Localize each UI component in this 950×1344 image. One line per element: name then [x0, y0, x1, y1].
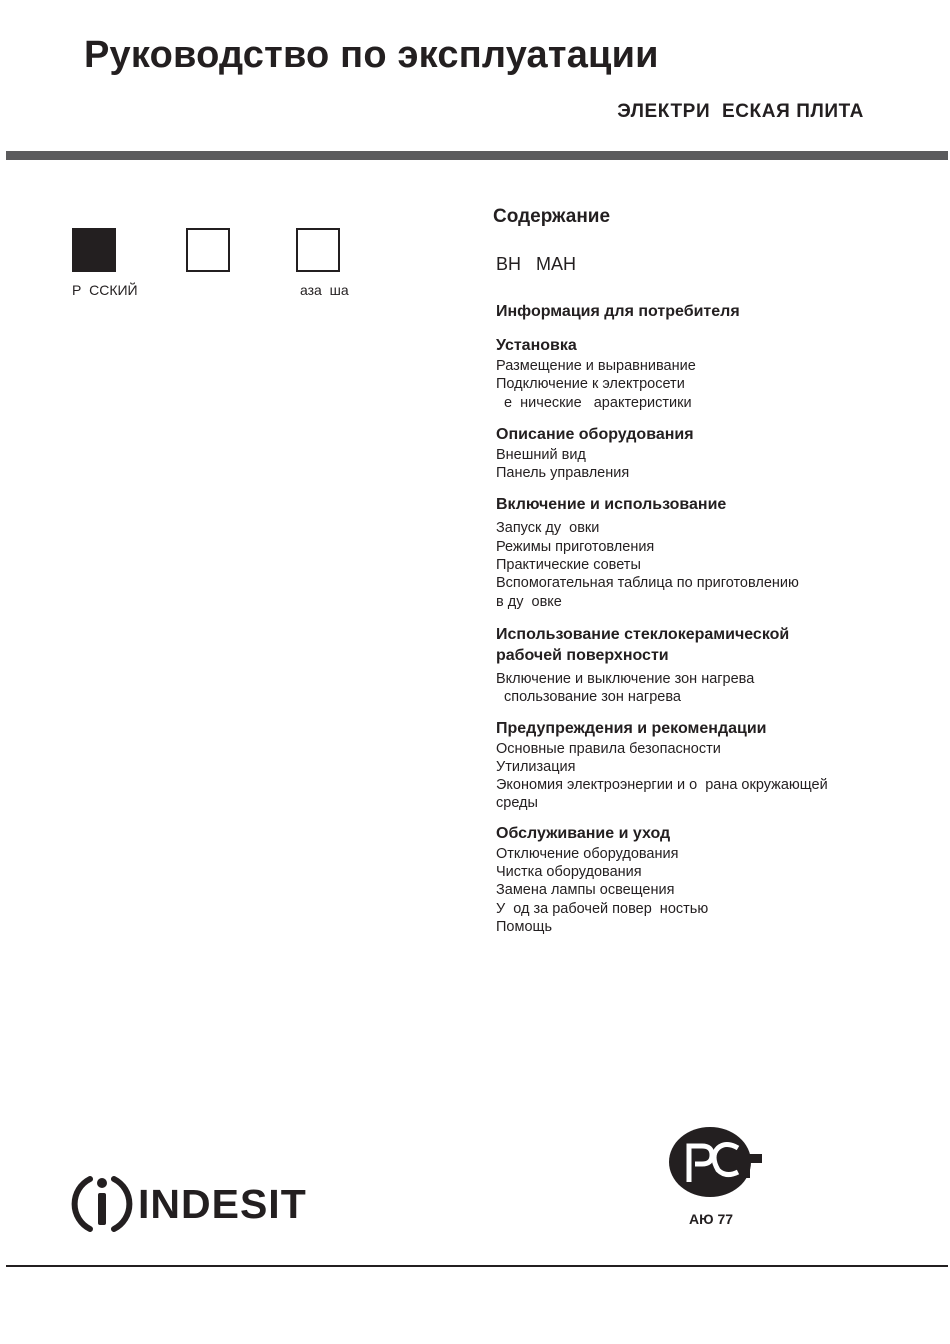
toc-item[interactable]: среды [496, 795, 538, 812]
toc-item[interactable]: Вспомогательная таблица по приготовлению [496, 575, 799, 592]
toc-section [496, 301, 913, 322]
toc-section-title[interactable]: Обслуживание и уход [496, 824, 671, 842]
indesit-logo-icon [70, 1171, 134, 1237]
brand-logo-text: INDESIT [138, 1181, 307, 1227]
toc-item[interactable]: Утилизация [496, 758, 576, 775]
toc-section [496, 823, 913, 936]
language-box-russian[interactable] [72, 228, 116, 272]
toc-item[interactable]: Практические советы [496, 557, 641, 574]
toc-item[interactable]: Внешний вид [496, 446, 586, 463]
language-box-kazakh[interactable] [296, 228, 340, 272]
toc-item[interactable]: Чистка оборудования [496, 864, 642, 881]
certification-code: АЮ 77 [689, 1211, 734, 1227]
toc-item[interactable]: Режимы приготовления [496, 538, 655, 555]
toc-item[interactable]: е нические арактеристики [496, 394, 692, 411]
toc-section-title[interactable]: Использование стеклокерамической рабочей поверхности [496, 625, 790, 664]
document-subtitle: ЭЛЕКТРИ ЕСКАЯ ПЛИТА [617, 101, 864, 122]
language-label-kazakh: аза ша [300, 282, 349, 298]
toc-item[interactable]: спользование зон нагрева [496, 689, 681, 706]
language-label-russian: Р ССКИЙ [72, 282, 138, 298]
toc-item[interactable]: Запуск ду овки [496, 520, 600, 537]
toc-sections [493, 301, 913, 936]
toc-section [496, 718, 913, 813]
toc-item[interactable]: Панель управления [496, 465, 630, 482]
table-of-contents [493, 206, 913, 936]
language-box-empty[interactable] [186, 228, 230, 272]
header-divider [6, 151, 948, 160]
footer-divider [6, 1265, 948, 1267]
toc-item[interactable]: Помощь [496, 918, 553, 935]
toc-section-title[interactable]: Предупреждения и рекомендации [496, 719, 767, 737]
rst-certification-icon [666, 1124, 766, 1202]
toc-section-title[interactable]: Описание оборудования [496, 425, 694, 443]
toc-section [496, 494, 913, 610]
document-title: Руководство по эксплуатации [84, 34, 659, 76]
toc-item[interactable]: У од за рабочей повер ностью [496, 900, 709, 917]
toc-item[interactable]: Подключение к электросети [496, 376, 685, 393]
toc-heading: Содержание [493, 206, 611, 227]
toc-item[interactable]: Основные правила безопасности [496, 740, 721, 757]
toc-item[interactable]: Включение и выключение зон нагрева [496, 670, 755, 687]
toc-section [496, 424, 913, 483]
toc-section-title[interactable]: Установка [496, 337, 577, 354]
toc-section-title[interactable]: Включение и использование [496, 496, 727, 514]
toc-section-title[interactable]: Информация для потребителя [496, 303, 740, 320]
toc-item[interactable]: Замена лампы освещения [496, 882, 675, 899]
toc-section [496, 335, 913, 412]
toc-item[interactable]: Отключение оборудования [496, 845, 679, 862]
toc-item[interactable]: Экономия электроэнергии и о рана окружающей [496, 777, 828, 794]
toc-item[interactable]: Размещение и выравнивание [496, 358, 696, 374]
toc-annex: ВН МАН [496, 254, 577, 274]
toc-item[interactable]: в ду овке [496, 593, 562, 610]
toc-section [496, 624, 913, 707]
